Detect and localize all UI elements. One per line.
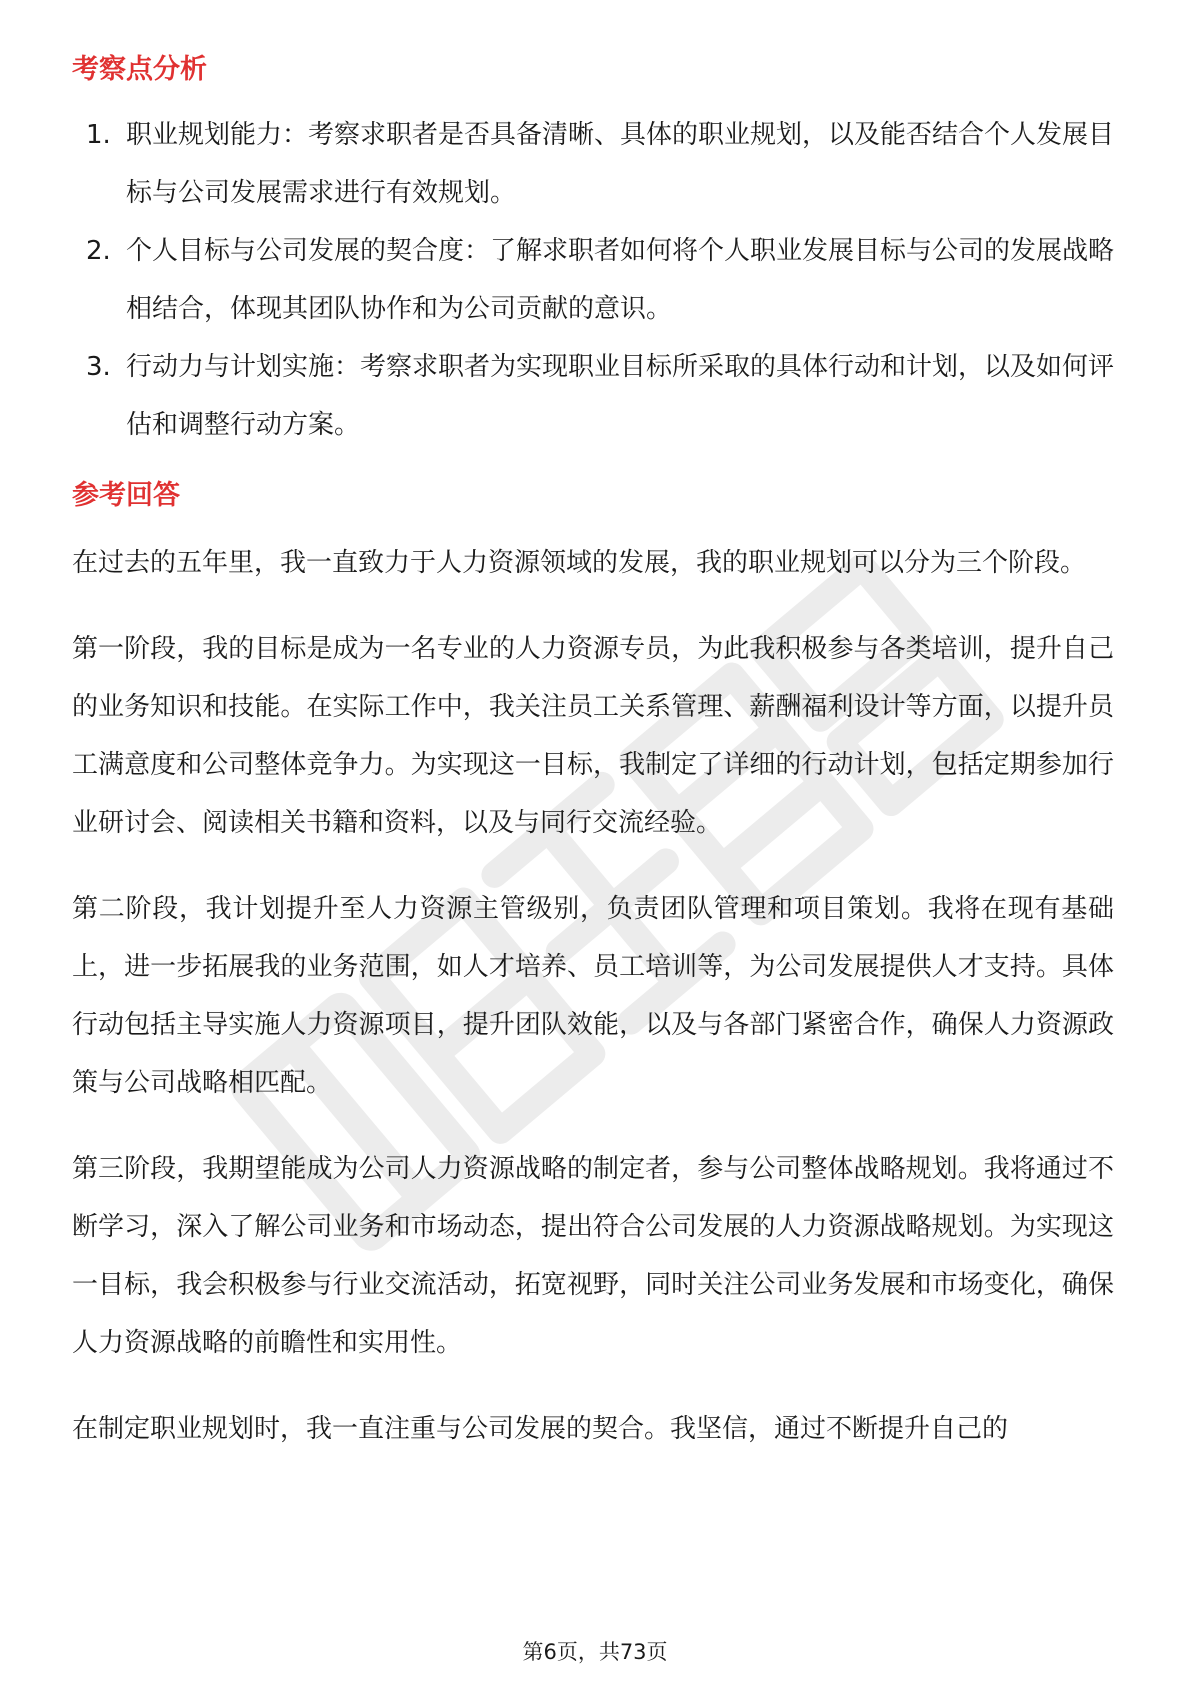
list-item-number: 3. — [86, 352, 111, 382]
answer-heading: 参考回答 — [72, 480, 180, 511]
list-item-text: 职业规划能力：考察求职者是否具备清晰、具体的职业规划，以及能否结合个人发展目标与公司发展需求进行有效规划。 — [126, 120, 1115, 208]
answer-paragraph: 在制定职业规划时，我一直注重与公司发展的契合。我坚信，通过不断提升自己的 — [72, 1414, 1009, 1444]
analysis-list — [72, 106, 1114, 454]
list-item-text: 行动力与计划实施：考察求职者为实现职业目标所采取的具体行动和计划，以及如何评估和调整行动方案。 — [126, 352, 1115, 440]
list-item — [72, 106, 1114, 222]
list-item-number: 2. — [86, 236, 111, 266]
list-item — [72, 222, 1114, 338]
answer-paragraph: 第三阶段，我期望能成为公司人力资源战略的制定者，参与公司整体战略规划。我将通过不断学习，深入了解公司业务和市场动态，提出符合公司发展的人力资源战略规划。为实现这一目标，我会积极参与行业交流活动，拓宽视野，同时关注公司业务发展和市场变化，确保人力资源战略的前瞻性和实用性。 — [72, 1154, 1114, 1358]
answer-paragraph: 第一阶段，我的目标是成为一名专业的人力资源专员，为此我积极参与各类培训，提升自己的业务知识和技能。在实际工作中，我关注员工关系管理、薪酬福利设计等方面，以提升员工满意度和公司整体竞争力。为实现这一目标，我制定了详细的行动计划，包括定期参加行业研讨会、阅读相关书籍和资料，以及与同行交流经验。 — [72, 634, 1114, 838]
page-number-footer: 第6页，共73页 — [522, 1640, 668, 1664]
answer-paragraph: 在过去的五年里，我一直致力于人力资源领域的发展，我的职业规划可以分为三个阶段。 — [72, 548, 1087, 578]
list-item-text: 个人目标与公司发展的契合度：了解求职者如何将个人职业发展目标与公司的发展战略相结合，体现其团队协作和为公司贡献的意识。 — [126, 236, 1115, 324]
answer-paragraph: 第二阶段，我计划提升至人力资源主管级别，负责团队管理和项目策划。我将在现有基础上，进一步拓展我的业务范围，如人才培养、员工培训等，为公司发展提供人才支持。具体行动包括主导实施人力资源项目，提升团队效能，以及与各部门紧密合作，确保人力资源政策与公司战略相匹配。 — [72, 894, 1114, 1098]
list-item — [72, 338, 1114, 454]
main-content — [72, 48, 1114, 1486]
analysis-heading: 考察点分析 — [72, 54, 207, 85]
list-item-number: 1. — [86, 120, 111, 150]
